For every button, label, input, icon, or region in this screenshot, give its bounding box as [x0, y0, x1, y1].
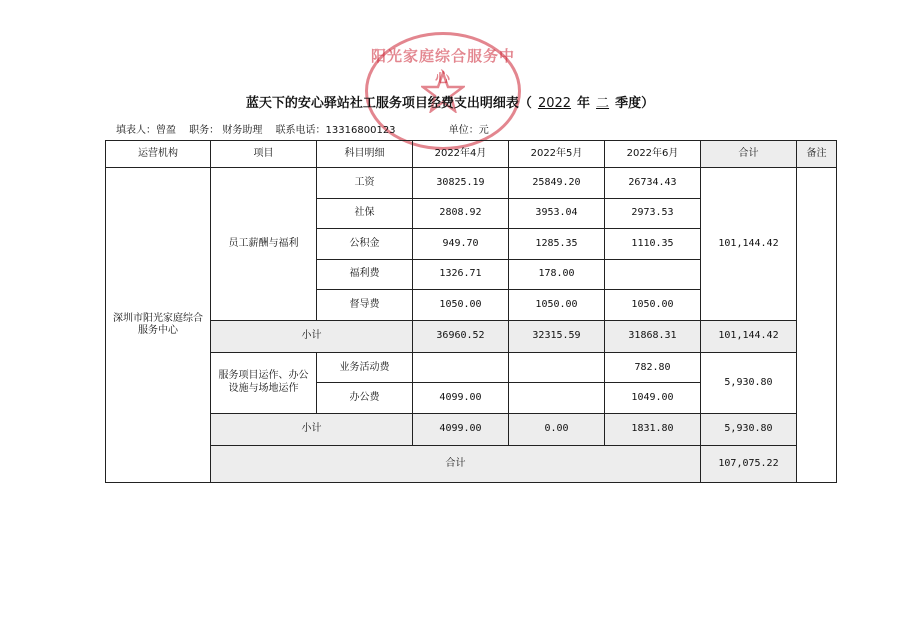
header-may: 2022年5月 [509, 141, 605, 168]
jun-cell: 1050.00 [605, 290, 701, 320]
header-org: 运营机构 [106, 141, 211, 168]
subtotal-may: 32315.59 [509, 320, 605, 352]
apr-cell [413, 353, 509, 383]
group2-total: 5,930.80 [701, 353, 797, 414]
may-cell [509, 353, 605, 383]
may-cell: 1050.00 [509, 290, 605, 320]
may-cell: 25849.20 [509, 168, 605, 198]
grand-total-row [106, 446, 837, 483]
table-header-row [106, 141, 837, 168]
jun-cell: 26734.43 [605, 168, 701, 198]
may-cell: 178.00 [509, 259, 605, 289]
jun-cell: 1049.00 [605, 383, 701, 413]
group2-name: 服务项目运作、办公设施与场地运作 [211, 353, 317, 414]
may-cell: 1285.35 [509, 229, 605, 259]
title-year-suffix: 年 [577, 96, 591, 111]
group1-name: 员工薪酬与福利 [211, 168, 317, 320]
header-remark: 备注 [797, 141, 837, 168]
subtotal-row [106, 413, 837, 445]
filler-field: 填表人：曾盈 [116, 125, 176, 136]
subject-cell: 督导费 [317, 290, 413, 320]
subtotal-label: 小计 [211, 413, 413, 445]
apr-cell: 1050.00 [413, 290, 509, 320]
jun-cell: 1110.35 [605, 229, 701, 259]
subtotal-jun: 31868.31 [605, 320, 701, 352]
header-jun: 2022年6月 [605, 141, 701, 168]
subtotal-total: 5,930.80 [701, 413, 797, 445]
subtotal-jun: 1831.80 [605, 413, 701, 445]
apr-cell: 30825.19 [413, 168, 509, 198]
title-year: 2022 [537, 96, 572, 111]
grand-total-label: 合计 [211, 446, 701, 483]
subject-cell: 工资 [317, 168, 413, 198]
unit-field: 单位：元 [448, 125, 489, 136]
subtotal-row [106, 320, 837, 352]
subtotal-label: 小计 [211, 320, 413, 352]
form-meta [116, 121, 499, 136]
header-subject: 科目明细 [317, 141, 413, 168]
subject-cell: 公积金 [317, 229, 413, 259]
may-cell [509, 383, 605, 413]
apr-cell: 4099.00 [413, 383, 509, 413]
document-title [0, 92, 900, 111]
table-row [106, 353, 837, 383]
org-cell: 深圳市阳光家庭综合服务中心 [106, 168, 211, 483]
subject-cell: 业务活动费 [317, 353, 413, 383]
remark-cell [797, 168, 837, 483]
subtotal-may: 0.00 [509, 413, 605, 445]
jun-cell: 782.80 [605, 353, 701, 383]
apr-cell: 949.70 [413, 229, 509, 259]
expense-table [105, 140, 837, 483]
jun-cell [605, 259, 701, 289]
group1-total: 101,144.42 [701, 168, 797, 320]
subject-cell: 福利费 [317, 259, 413, 289]
phone-field: 联系电话：13316800123 [275, 125, 396, 136]
header-project: 项目 [211, 141, 317, 168]
may-cell: 3953.04 [509, 198, 605, 228]
title-quarter: 二 [596, 96, 610, 111]
subtotal-total: 101,144.42 [701, 320, 797, 352]
subject-cell: 社保 [317, 198, 413, 228]
subtotal-apr: 36960.52 [413, 320, 509, 352]
title-prefix: 蓝天下的安心驿站社工服务项目经费支出明细表（ [245, 96, 532, 111]
position-field: 职务： 财务助理 [189, 125, 263, 136]
subject-cell: 办公费 [317, 383, 413, 413]
jun-cell: 2973.53 [605, 198, 701, 228]
seal-text: 阳光家庭综合服务中心 [370, 47, 515, 86]
header-apr: 2022年4月 [413, 141, 509, 168]
apr-cell: 1326.71 [413, 259, 509, 289]
header-total: 合计 [701, 141, 797, 168]
apr-cell: 2808.92 [413, 198, 509, 228]
subtotal-apr: 4099.00 [413, 413, 509, 445]
grand-total-value: 107,075.22 [701, 446, 797, 483]
table-row [106, 168, 837, 198]
title-suffix: 季度） [615, 96, 655, 111]
